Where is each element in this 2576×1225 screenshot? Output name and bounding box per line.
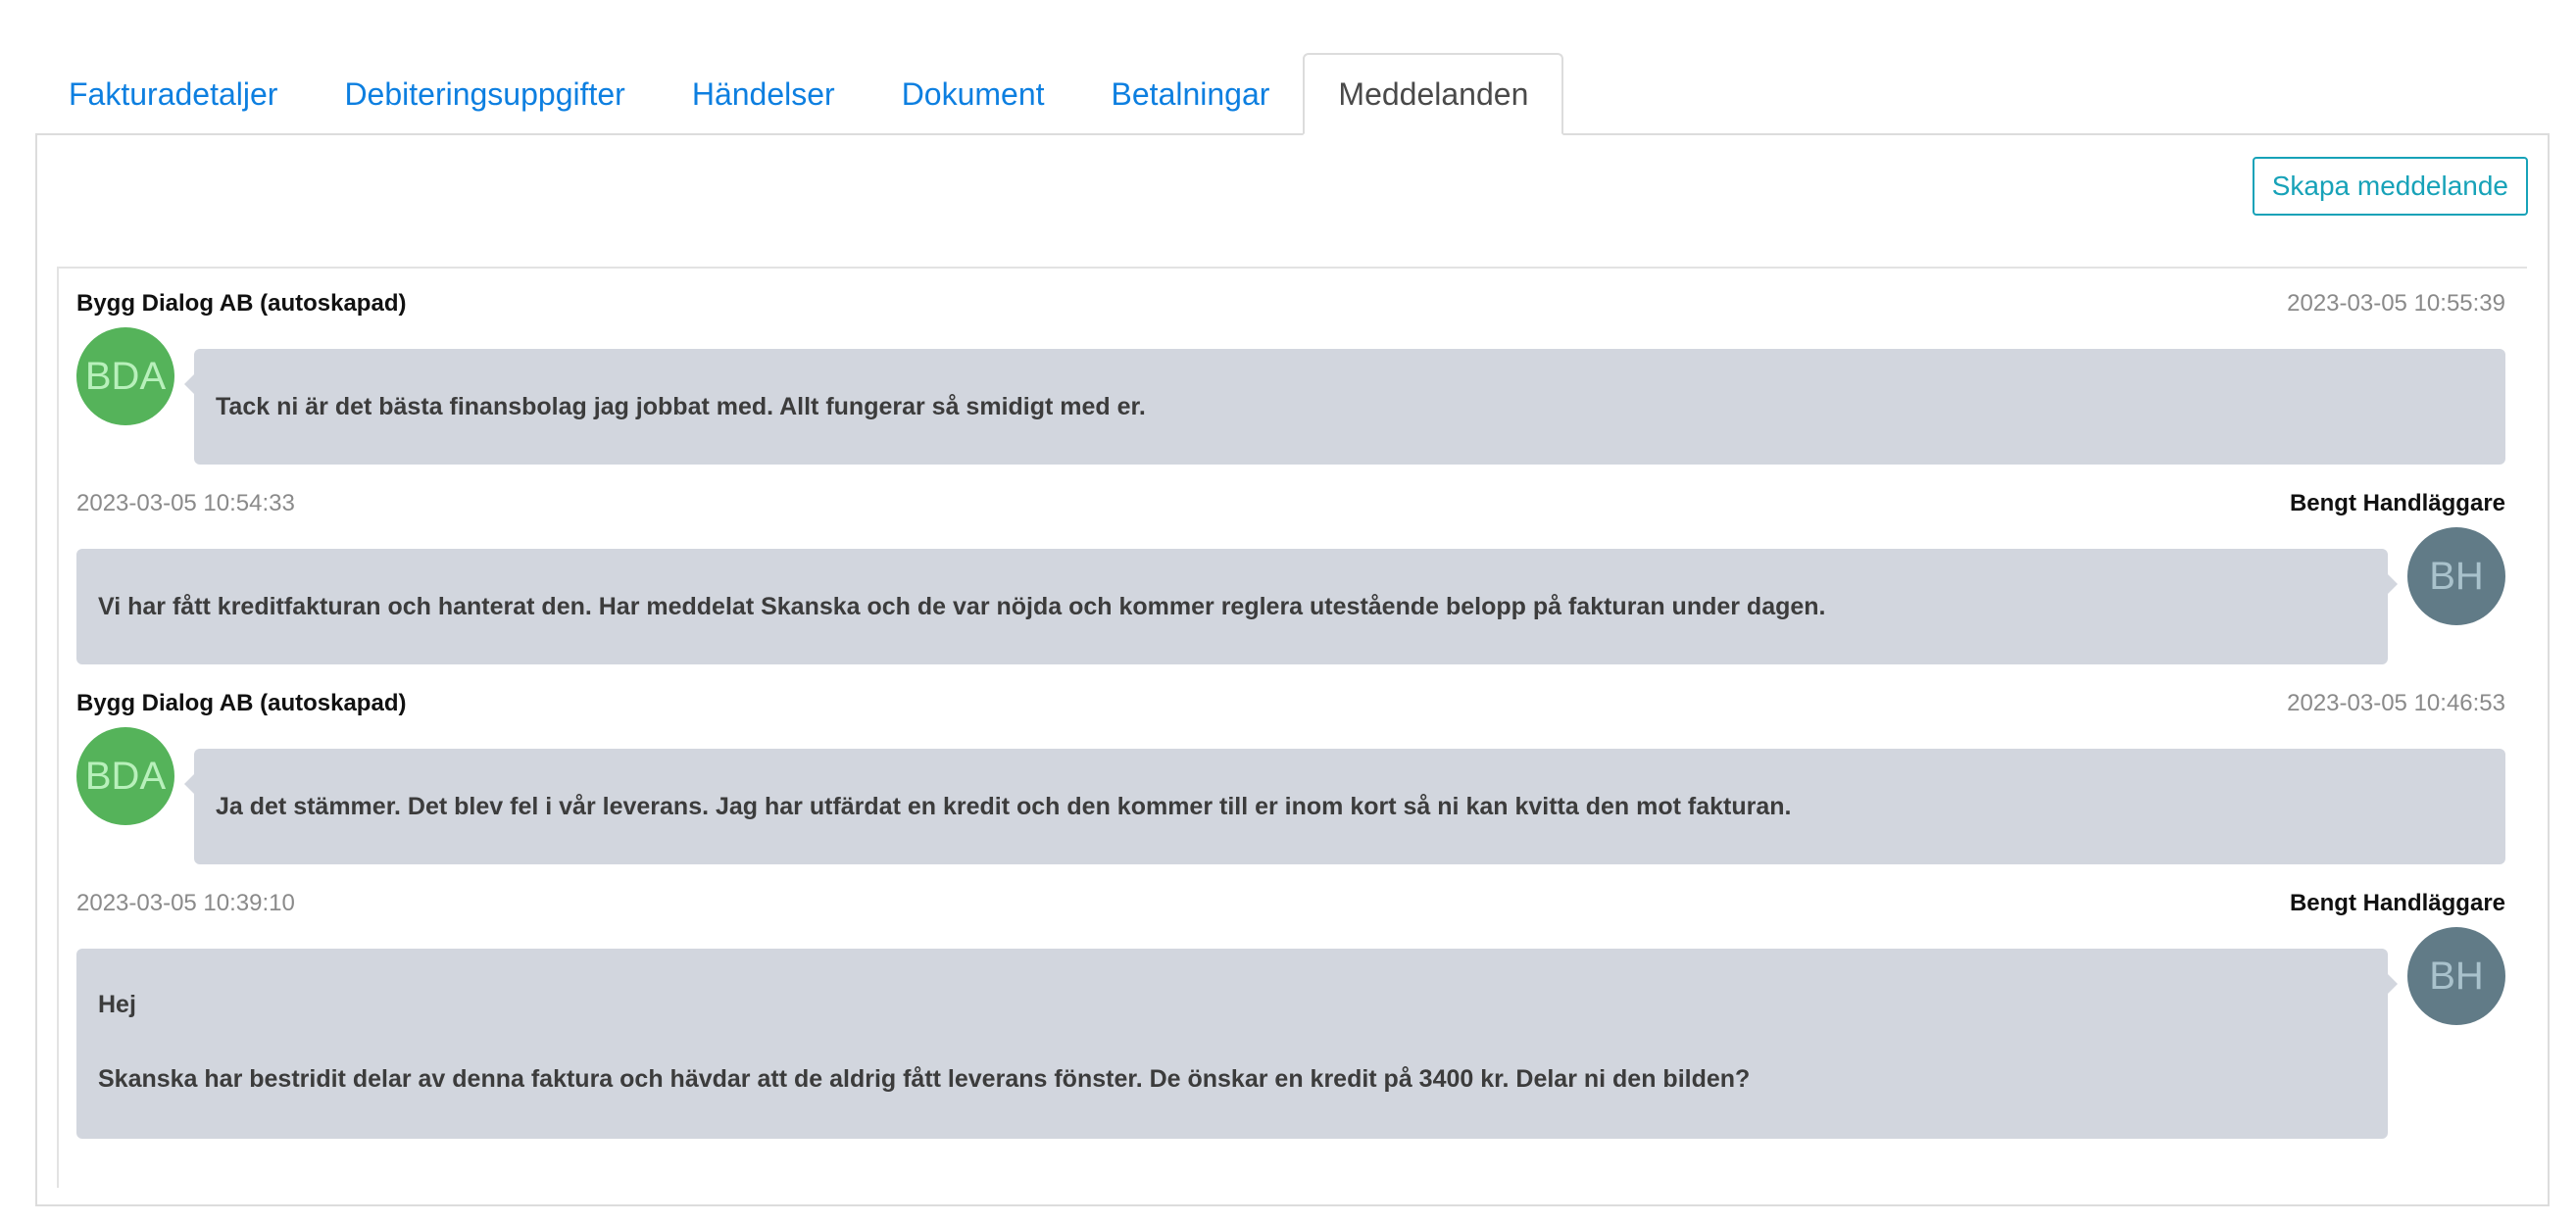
message-thread bbox=[57, 267, 2527, 1188]
message-timestamp: 2023-03-05 10:46:53 bbox=[2287, 690, 2505, 716]
avatar: BDA bbox=[76, 327, 174, 425]
avatar: BH bbox=[2407, 527, 2505, 625]
tab-handelser[interactable]: Händelser bbox=[691, 75, 835, 112]
message-timestamp: 2023-03-05 10:55:39 bbox=[2287, 290, 2505, 317]
message-header bbox=[76, 890, 2505, 923]
tab-fakturadetaljer[interactable]: Fakturadetaljer bbox=[69, 75, 278, 112]
message-bubble bbox=[194, 349, 2505, 465]
message-sender: Bengt Handläggare bbox=[2289, 890, 2505, 916]
avatar: BH bbox=[2407, 927, 2505, 1025]
message-sender: Bengt Handläggare bbox=[2289, 490, 2505, 516]
message-bubble bbox=[76, 549, 2388, 664]
messages-panel bbox=[35, 133, 2550, 1206]
message-sender: Bygg Dialog AB (autoskapad) bbox=[76, 690, 407, 716]
tab-debiteringsuppgifter[interactable]: Debiteringsuppgifter bbox=[344, 75, 625, 112]
message-text: Tack ni är det bästa finansbolag jag jobbat med. Allt fungerar så smidigt med er. bbox=[216, 392, 1146, 420]
message-text: Vi har fått kreditfakturan och hanterat den. Har meddelat Skanska och de var nöjda och kommer reglera utestående belopp på fakturan under dagen. bbox=[98, 592, 1826, 620]
message-text: Ja det stämmer. Det blev fel i vår leverans. Jag har utfärdat en kredit och den kommer till er inom kort så ni kan kvitta den mot fakturan. bbox=[216, 792, 1792, 820]
create-message-button[interactable]: Skapa meddelande bbox=[2253, 157, 2528, 216]
message-text-line: Skanska har bestridit delar av denna faktura och hävdar att de aldrig fått leverans fönster. De önskar en kredit på 3400 kr. Delar ni den bilden? bbox=[98, 1065, 1751, 1093]
message-header bbox=[76, 690, 2505, 723]
message-sender: Bygg Dialog AB (autoskapad) bbox=[76, 290, 407, 317]
tab-betalningar[interactable]: Betalningar bbox=[1111, 75, 1270, 112]
avatar: BDA bbox=[76, 727, 174, 825]
message-header bbox=[76, 490, 2505, 523]
message-bubble bbox=[194, 749, 2505, 864]
message-bubble bbox=[76, 949, 2388, 1139]
tab-dokument[interactable]: Dokument bbox=[901, 75, 1045, 112]
message-timestamp: 2023-03-05 10:39:10 bbox=[76, 890, 295, 916]
message-timestamp: 2023-03-05 10:54:33 bbox=[76, 490, 295, 516]
tab-meddelanden[interactable]: Meddelanden bbox=[1303, 53, 1563, 135]
tab-bar bbox=[35, 53, 2549, 135]
message-header bbox=[76, 290, 2505, 323]
message-text-line: Hej bbox=[98, 991, 136, 1018]
